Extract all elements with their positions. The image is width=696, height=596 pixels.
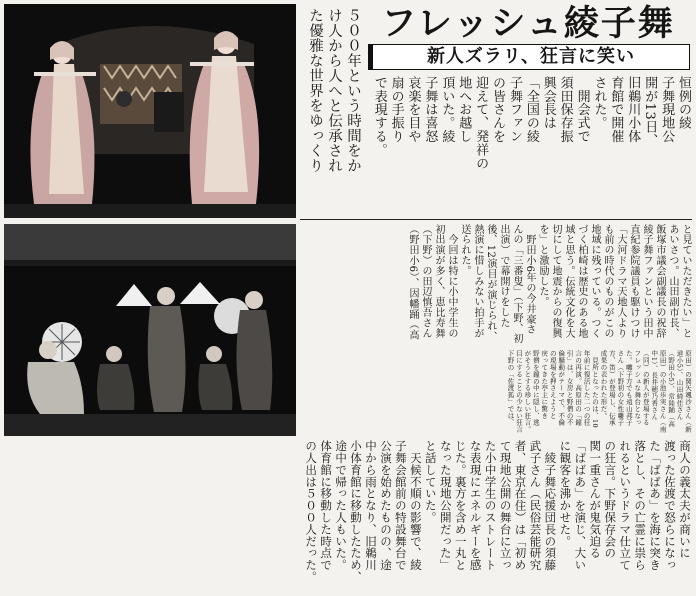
- photo-bottom-kyogen: [4, 224, 296, 436]
- article-column-2: と見ていただきたい」と あいさつ。山田副市長、 飯塚市議会副議長の祝辞 綾子舞ファンという田中 直紀参院議員も駆けつけ 「大河ドラマ天地人より も前の時代のものがこの 地域に残っている。つく づく柏崎は歴史のある地 域と思う。伝統文化を大 切にして地震からの復興 を」と激励した。 野田小6年の今井豪さ んの「三番叟」（下野、初 出演）で幕開けをした 後、12演目が演じられ、 熱演に惜しみない拍手が 送られた。 今回は特に小中学生の 初出演が多く、恵比寿舞 （下野）の田辺慎吾さん （野田小6）、因幡踊（高: [407, 224, 691, 344]
- article-column-1: 恒例の綾 子舞現地公 開が13日、 旧鵜川小体 育館で開催 された。 開会式で 須田保存振 興会長は 「全国の綾 子舞ファン の皆さんを 迎えて、発祥の 地へお越し 頂いた。綾 子舞は喜怒 哀楽を目や 扇の手振り で表現する。: [371, 76, 691, 170]
- article-column-3: 原田）の関矢颯沙さん（新 道小5）、山田綺佳さん （野田小5）、常陸踊（高 原田）の小池歩実さん（南 中1）、長井穂乃香さん （同）の新人が登場する フレッシュな舞台となっ た。囃子方でも遠山邦子 さん（下野初の女性囃子 方、笛）が登場し、伝承 成果の表われた形だ。 見所となったのは、10 年前に復活した二つの狂 言の再演。高原田の「鐘 引」は、女房と野僧の不 倫騒動がテーマで、不倫 の現場を押さえようと 戻ってきた亭主に驚き 野僧を鐘の中に隠し、逃 がそうとする珍しい狂言。 目にすることの少ない狂言 下野の「佐渡狐」では、: [506, 350, 692, 433]
- headline: フレッシュ綾子舞: [381, 4, 675, 44]
- article-column-4: 商人の義太夫が商いに 渡った佐渡で怒らになっ た「ばばあ」を海に突き 落とし、その亡霊に祟ら れるというドラマ仕立て の狂言。下野保存会の 関一重さんが鬼気迫る 「ばばあ」を演じ、大い に観客を沸かせた。 綾子舞応援団長の須藤 武子さん（民俗芸能研究 者、東京在住）は「初め て現地公開の舞台に立っ た小中学生のストレート な表現にエネルギーを感 じた。裏方を含め一丸と なった現地公開だった」 と話していた。 天候不順の影響で、綾 子舞会館前の特設舞台で 公演を始めたものの、途 中から雨となり、旧鵜川 小体育館に移動したため、 途中で帰った人もいた。 体育館に移動した時点で の人出は５００人だった。: [304, 440, 692, 583]
- photo-top-dancers: [4, 4, 296, 218]
- headline-block: [364, 4, 692, 70]
- photo-caption: ５００年という時間をか け人から人へと伝承され た優雅な世界をゆっくり: [307, 8, 361, 173]
- subheadline: 新人ズラリ、狂言に笑い: [368, 44, 690, 70]
- column-divider: [300, 219, 692, 220]
